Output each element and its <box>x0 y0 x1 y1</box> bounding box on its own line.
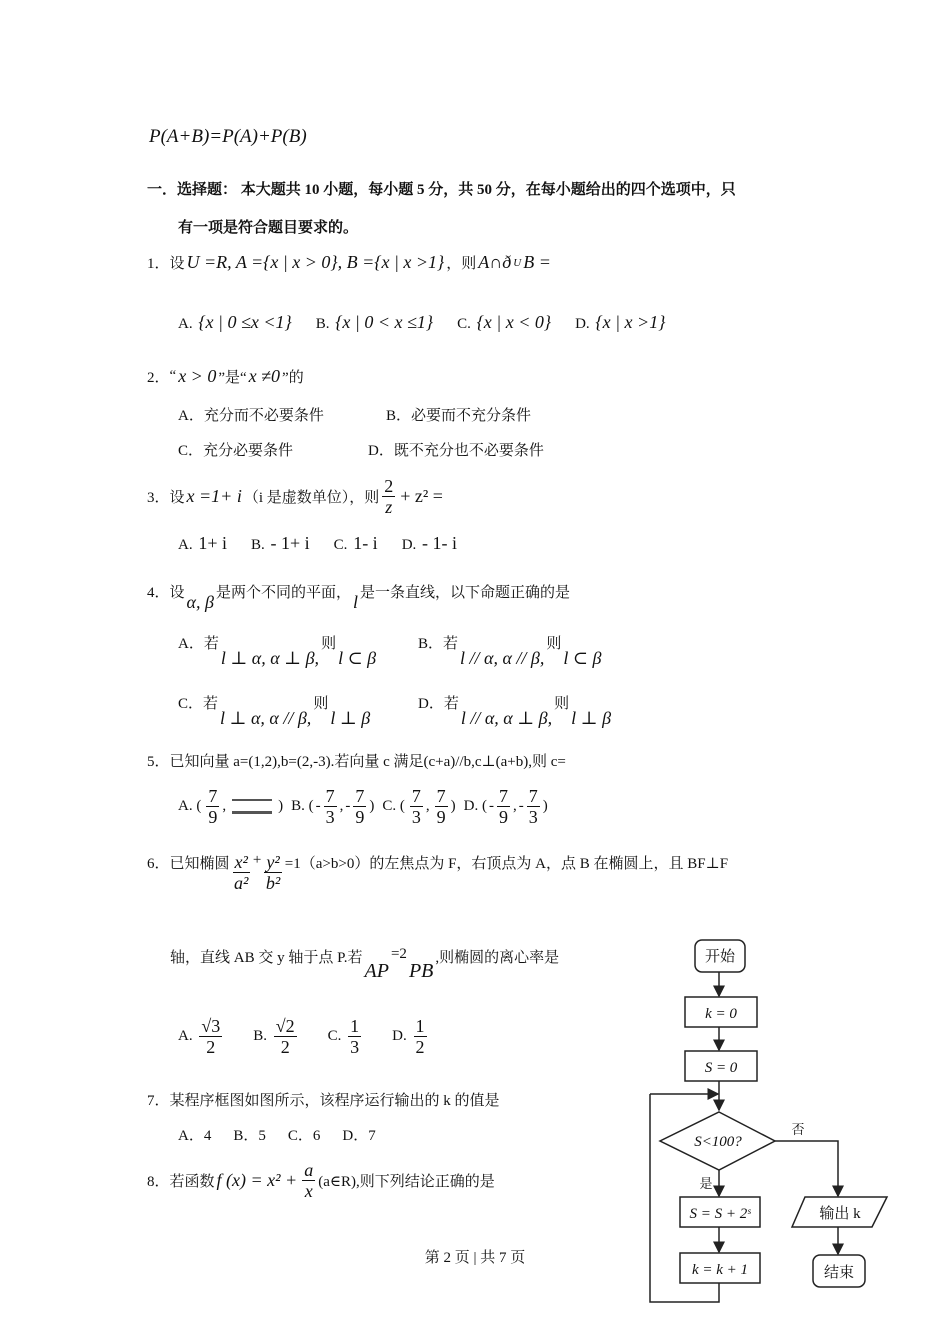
numerator: y² <box>266 852 280 872</box>
numerator: 7 <box>528 786 538 806</box>
sign: - <box>345 798 351 814</box>
option-label: D．若 <box>418 696 459 712</box>
update-s-label: S = S + 2ˢ <box>689 1206 751 1222</box>
question-6-cont <box>170 946 559 983</box>
option-c[interactable] <box>178 692 372 729</box>
option-d[interactable] <box>342 1124 375 1145</box>
q-num: 5． <box>147 754 170 770</box>
q-math: f (x) = x² + <box>216 1170 298 1190</box>
option-b[interactable] <box>251 533 312 554</box>
numerator: √3 <box>201 1016 221 1036</box>
option-label: B. <box>315 316 330 332</box>
q-text: 是一条直线，以下命题正确的是 <box>359 585 570 601</box>
q-text: ”是“ <box>218 370 247 386</box>
option-b[interactable] <box>233 1124 266 1145</box>
option-label: C．若 <box>178 696 219 712</box>
option-a[interactable] <box>178 312 294 333</box>
question-5 <box>147 750 566 771</box>
q-math: A∩ð <box>478 252 512 272</box>
option-c[interactable] <box>334 533 380 554</box>
q-num: 4． <box>147 585 170 601</box>
page-footer: 第 2 页 | 共 7 页 <box>424 1250 526 1266</box>
q-text: =1（a>b>0）的左焦点为 F，右顶点为 A，点 B 在椭圆上，且 BF⊥F <box>284 856 729 872</box>
fraction <box>324 786 337 827</box>
q-math: l <box>352 592 358 612</box>
option-value: 6 <box>312 1128 321 1144</box>
option-label: B. <box>291 798 305 814</box>
q-text: 已知椭圆 <box>169 856 230 872</box>
q1-options <box>178 312 689 333</box>
q-num: 3． <box>147 490 170 506</box>
option-label: A． <box>178 1128 204 1144</box>
option-condition: l ⊥ α, α ⊥ β, <box>220 648 320 668</box>
numerator: 7 <box>498 786 508 806</box>
option-d[interactable] <box>418 692 613 729</box>
option-condition: l // α, α // β, <box>460 648 545 668</box>
q-math: α, β <box>186 592 214 612</box>
denominator: 2 <box>280 1037 290 1057</box>
probability-formula: P(A+B)=P(A)+P(B) <box>149 126 307 147</box>
s0-label: S = 0 <box>704 1060 738 1076</box>
option-text: 则 <box>554 696 570 712</box>
option-value: 5 <box>258 1128 266 1144</box>
denominator: z <box>385 497 393 517</box>
option-a[interactable] <box>178 404 324 425</box>
option-value: 7 <box>368 1128 376 1144</box>
q7-options <box>178 1124 398 1145</box>
numerator: 7 <box>355 786 365 806</box>
sign: - <box>518 798 524 814</box>
fraction <box>410 786 423 827</box>
option-label: D. <box>401 537 417 553</box>
output-label: 输出 k <box>819 1206 861 1222</box>
section-heading-cont: 有一项是符合题目要求的。 <box>178 220 359 236</box>
question-1 <box>147 252 553 273</box>
vector-pb: PB <box>408 960 434 982</box>
sign: - <box>488 798 494 814</box>
q-num: 6． <box>147 856 170 872</box>
denominator: 3 <box>350 1037 360 1057</box>
option-d[interactable] <box>402 533 459 554</box>
fraction <box>348 1016 361 1057</box>
fraction <box>382 476 395 517</box>
q-text: （i 是虚数单位），则 <box>243 490 380 506</box>
fraction <box>353 786 366 827</box>
option-c[interactable] <box>178 439 293 460</box>
option-d[interactable]: D. ( - $\frac{7}{9}$ , - $\frac{7}{3}$ ) <box>463 786 548 827</box>
vector-ap: AP <box>364 960 389 982</box>
option-result: l ⊂ β <box>338 648 377 668</box>
condition-label: S<100? <box>694 1134 742 1150</box>
option-result: l ⊂ β <box>563 648 602 668</box>
denominator: 9 <box>208 807 218 827</box>
denominator: 9 <box>498 807 508 827</box>
q-text: ，则 <box>446 256 477 272</box>
q-text: (a∈R),则下列结论正确的是 <box>318 1174 495 1190</box>
option-value: 充分而不必要条件 <box>203 408 324 424</box>
numerator: 7 <box>436 786 446 806</box>
denominator: 3 <box>411 807 421 827</box>
q-math: x ≠0 <box>248 366 281 386</box>
q-num: 7． <box>147 1093 170 1109</box>
option-condition: l // α, α ⊥ β, <box>460 708 553 728</box>
option-label: C． <box>287 1128 313 1144</box>
denominator: 9 <box>436 807 446 827</box>
option-d[interactable] <box>368 439 544 460</box>
fraction <box>527 786 540 827</box>
end-label: 结束 <box>823 1265 855 1281</box>
sign: - <box>315 798 321 814</box>
option-label: D. <box>392 1028 407 1044</box>
option-value: 1+ i <box>198 533 227 553</box>
q-text: =2 <box>390 946 407 962</box>
option-b[interactable] <box>418 632 603 669</box>
option-c[interactable] <box>328 1016 365 1057</box>
denominator: 3 <box>325 807 335 827</box>
q-text: 设 <box>169 256 185 272</box>
option-b[interactable] <box>253 1016 299 1057</box>
q-num: 2． <box>147 370 170 386</box>
fraction <box>414 1016 427 1057</box>
q-text: 若函数 <box>169 1174 215 1190</box>
start-label: 开始 <box>704 949 736 965</box>
option-value: {x | 0 < x ≤1} <box>335 312 434 332</box>
option-a[interactable] <box>178 1124 211 1145</box>
option-label: A. <box>178 798 193 814</box>
option-text: 则 <box>321 636 337 652</box>
option-c[interactable]: C. ( $\frac{7}{3}$ , $\frac{7}{9}$ ) <box>382 786 456 827</box>
numerator: 1 <box>415 1016 425 1036</box>
numerator: 7 <box>325 786 335 806</box>
q-text: “ <box>169 368 177 384</box>
q-text: ,则椭圆的离心率是 <box>435 950 560 966</box>
denominator: 2 <box>415 1037 425 1057</box>
option-value: 充分必要条件 <box>203 443 294 459</box>
numerator: √2 <box>275 1016 295 1036</box>
question-3 <box>147 476 445 517</box>
fraction <box>264 852 281 893</box>
fraction <box>233 852 250 893</box>
option-label: B． <box>386 408 412 424</box>
option-value: {x | x >1} <box>595 312 666 332</box>
denominator: 3 <box>528 807 538 827</box>
q-num: 1． <box>147 256 170 272</box>
option-label: D． <box>342 1128 369 1144</box>
option-label: A. <box>178 537 193 553</box>
option-label: B. <box>251 537 265 553</box>
denominator: a² <box>234 873 249 893</box>
fraction <box>302 1160 315 1201</box>
q-math: x > 0 <box>178 366 217 386</box>
numerator: 1 <box>350 1016 360 1036</box>
q-text: 某程序框图如图所示，该程序运行输出的 k 的值是 <box>169 1093 500 1109</box>
denominator: b² <box>265 873 281 893</box>
option-a[interactable]: A. ( $\frac{7}{9}$ , ) <box>178 786 284 827</box>
option-label: B. <box>253 1028 267 1044</box>
option-label: C. <box>333 537 348 553</box>
q5-options <box>178 786 556 827</box>
q-text: 轴，直线 AB 交 y 轴于点 P.若 <box>170 950 363 966</box>
fraction <box>199 1016 222 1057</box>
fraction <box>274 1016 297 1057</box>
q3-options <box>178 533 481 554</box>
option-c[interactable] <box>288 1124 321 1145</box>
option-d[interactable] <box>575 312 667 333</box>
option-result: l ⊥ β <box>571 708 612 728</box>
option-label: D． <box>368 443 394 459</box>
option-label: C. <box>382 798 397 814</box>
option-condition: l ⊥ α, α // β, <box>220 708 312 728</box>
yes-label: 是 <box>699 1176 713 1191</box>
option-label: D. <box>575 316 590 332</box>
fraction <box>497 786 510 827</box>
option-label: B． <box>233 1128 259 1144</box>
q-text: 已知向量 a=(1,2),b=(2,-3).若向量 c 满足(c+a)//b,c⊥(a+b),则 c= <box>169 754 566 770</box>
k0-label: k = 0 <box>705 1006 737 1022</box>
q-text: 设 <box>169 585 185 601</box>
option-c[interactable] <box>457 312 553 333</box>
option-value: 1- i <box>353 533 378 553</box>
option-a[interactable] <box>178 533 229 554</box>
q-sub: U <box>513 256 522 269</box>
option-label: C. <box>457 316 471 332</box>
no-label: 否 <box>791 1122 805 1137</box>
option-b[interactable] <box>316 312 435 333</box>
q-math: U =R, A ={x | x > 0}, B ={x | x >1} <box>186 252 445 272</box>
numerator: a <box>304 1160 314 1180</box>
question-7 <box>147 1089 500 1110</box>
update-k-label: k = k + 1 <box>691 1262 749 1278</box>
question-4 <box>147 570 570 613</box>
option-label: C. <box>327 1028 342 1044</box>
option-label: C． <box>178 443 204 459</box>
numerator: 2 <box>384 476 394 496</box>
option-value: 必要而不充分条件 <box>411 408 532 424</box>
q-text: 设 <box>169 490 185 506</box>
q-math: + z² = <box>400 486 443 506</box>
option-label: A． <box>178 408 204 424</box>
option-a[interactable] <box>178 632 378 669</box>
q6-options <box>178 1016 458 1057</box>
option-label: A．若 <box>178 636 219 652</box>
option-value: {x | 0 ≤x <1} <box>198 312 292 332</box>
q-math: x =1+ i <box>186 486 242 506</box>
denominator: 9 <box>355 807 365 827</box>
option-b[interactable] <box>386 404 531 425</box>
q-text: ”的 <box>282 370 304 386</box>
q-text: 是两个不同的平面， <box>215 585 351 601</box>
q-num: 8． <box>147 1174 170 1190</box>
question-8 <box>147 1160 495 1201</box>
option-value: 既不充分也不必要条件 <box>393 443 544 459</box>
option-text: 则 <box>313 696 329 712</box>
option-value: - 1+ i <box>270 533 310 553</box>
option-b[interactable]: B. ( - $\frac{7}{3}$ , - $\frac{7}{9}$ ) <box>291 786 375 827</box>
question-2 <box>147 366 304 387</box>
option-result: l ⊥ β <box>330 708 371 728</box>
question-6: 6． 已知椭圆 $\frac{\text{x²}}{\text{a²}}$ + $\frac{\text{y²}}{\text{b²}}$ =1（a>b>0）的左焦点为 F，右顶点为 A，点 B 在椭圆上，且 BF⊥F <box>147 852 729 893</box>
option-text: 则 <box>546 636 562 652</box>
numerator: x² <box>234 852 248 872</box>
option-label: D. <box>463 798 479 814</box>
q-math: B = <box>523 252 551 272</box>
numerator: 7 <box>208 786 218 806</box>
option-label: B．若 <box>418 636 459 652</box>
option-label: A. <box>178 316 193 332</box>
option-a[interactable] <box>178 1016 225 1057</box>
option-label: A. <box>178 1028 193 1044</box>
denominator: x <box>304 1181 313 1201</box>
option-value: - 1- i <box>422 533 458 553</box>
numerator: 7 <box>411 786 421 806</box>
denominator: 2 <box>206 1037 216 1057</box>
fraction <box>206 786 219 827</box>
section-heading: 一．选择题： 本大题共 10 小题，每小题 5 分，共 50 分，在每小题给出的四个选项中，只 <box>147 182 736 198</box>
illegible-scribble <box>232 799 272 814</box>
option-d[interactable] <box>392 1016 429 1057</box>
option-value: {x | x < 0} <box>476 312 552 332</box>
fraction <box>435 786 448 827</box>
option-value: 4 <box>203 1128 212 1144</box>
